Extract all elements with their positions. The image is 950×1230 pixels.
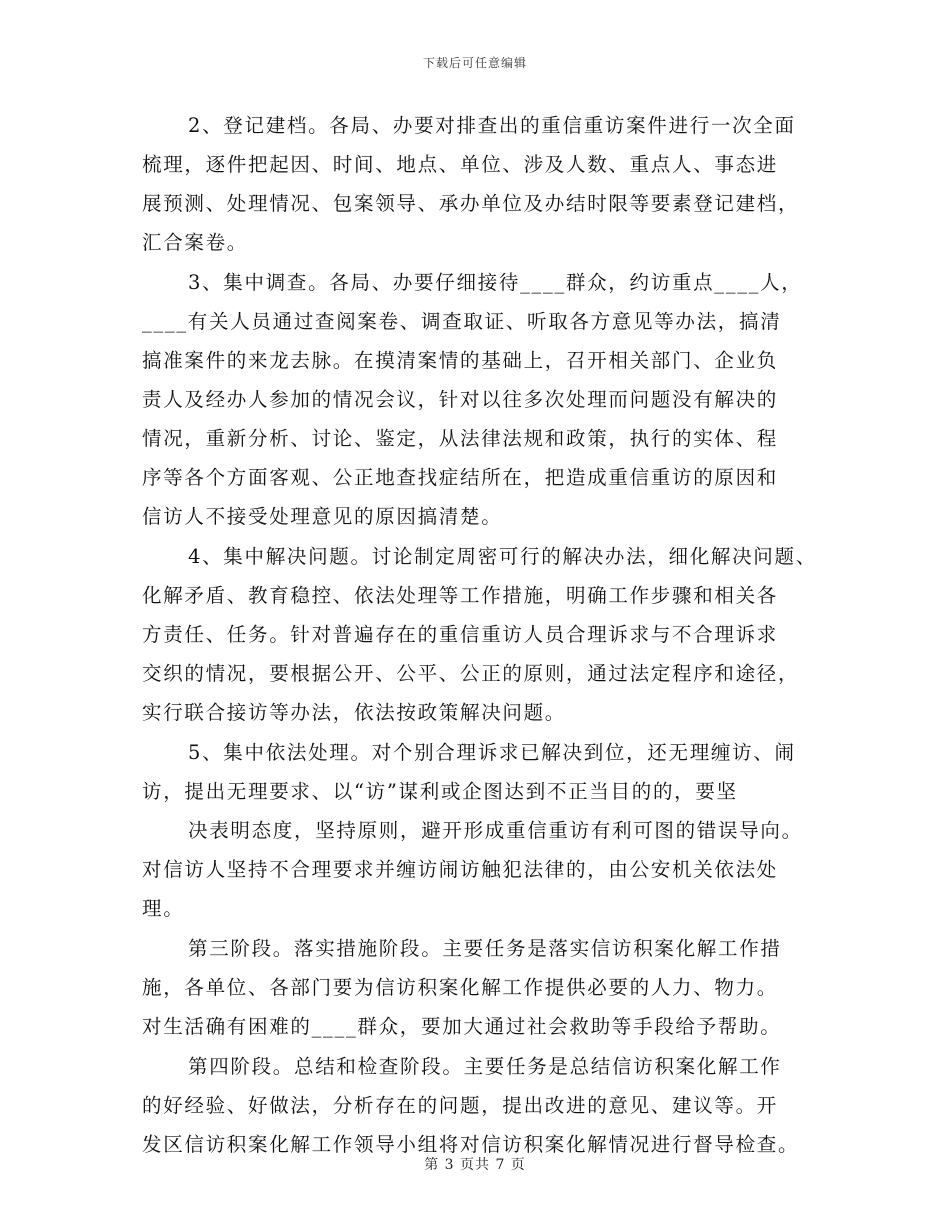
text-line: 发区信访积案化解工作领导小组将对信访积案化解情况进行督导检查。 [142,1133,800,1156]
text-line: 施，各单位、各部门要为信访积案化解工作提供必要的人力、物力。 [142,976,779,999]
page-footer: 第 3 页共 7 页 [424,1157,526,1173]
text-line: 访，提出无理要求、以“访”谋利或企图达到不正当目的的，要坚 [142,780,738,803]
text-line: 决表明态度，坚持原则，避开形成重信重访有利可图的错误导向。 [188,819,803,842]
text-line: 信访人不接受处理意见的原因搞清楚。 [142,505,503,528]
text-line: 责人及经办人参加的情况会议，针对以往多次处理而问题没有解决的 [142,388,779,411]
text-line: 2、登记建档。各局、办要对排查出的重信重访案件进行一次全面 [188,114,796,137]
text-line: 搞准案件的来龙去脉。在摸清案情的基础上，召开相关部门、企业负 [142,349,779,372]
document-body [142,106,817,1164]
text-line: 实行联合接访等办法，依法按政策解决问题。 [142,701,567,724]
text-line: 对生活确有困难的____群众，要加大通过社会救助等手段给予帮助。 [142,1015,782,1038]
text-line: 3、集中调查。各局、办要仔细接待____群众，约访重点____人， [188,271,803,294]
text-line: 4、集中解决问题。讨论制定周密可行的解决办法，细化解决问题、 [188,545,817,568]
text-line: 第三阶段。落实措施阶段。主要任务是落实信访积案化解工作措 [188,937,782,960]
text-line: 的好经验、好做法，分析存在的问题，提出改进的意见、建议等。开 [142,1094,779,1117]
text-line: 梳理，逐件把起因、时间、地点、单位、涉及人数、重点人、事态进 [142,153,779,176]
text-line: 汇合案卷。 [142,231,249,254]
text-line: 展预测、处理情况、包案领导、承办单位及办结时限等要素登记建档， [142,192,800,215]
text-line: 对信访人坚持不合理要求并缠访闹访触犯法律的，由公安机关依法处 [142,858,779,881]
text-line: 第四阶段。总结和检查阶段。主要任务是总结信访积案化解工作 [188,1055,782,1078]
text-line: 化解矛盾、教育稳控、依法处理等工作措施，明确工作步骤和相关各 [142,584,779,607]
text-line: 方责任、任务。针对普遍存在的重信重访人员合理诉求与不合理诉求 [142,623,779,646]
page-header: 下载后可任意编辑 [422,56,527,70]
text-line: 5、集中依法处理。对个别合理诉求已解决到位，还无理缠访、闹 [188,741,796,764]
text-line: ____有关人员通过查阅案卷、调查取证、听取各方意见等办法，搞清 [142,310,782,333]
text-line: 序等各个方面客观、公正地查找症结所在，把造成重信重访的原因和 [142,466,779,489]
text-line: 交织的情况，要根据公开、公平、公正的原则，通过法定程序和途径， [142,662,800,685]
text-line: 理。 [142,897,185,920]
text-line: 情况，重新分析、讨论、鉴定，从法律法规和政策，执行的实体、程 [142,427,779,450]
